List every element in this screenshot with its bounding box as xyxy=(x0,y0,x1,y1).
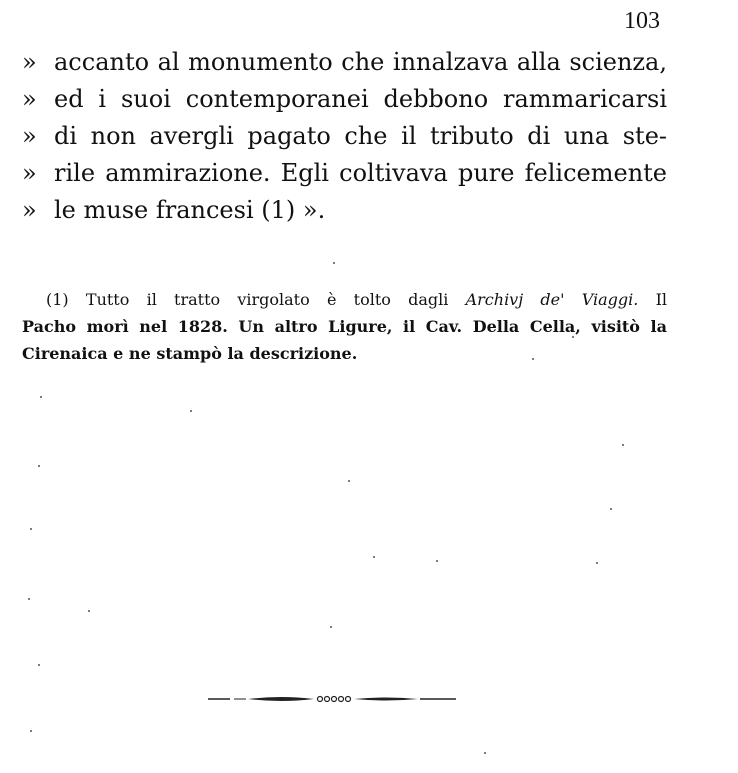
paper-speck xyxy=(596,562,598,564)
footnote-marker: (1) xyxy=(46,290,69,309)
footnote xyxy=(22,286,667,367)
paper-speck xyxy=(28,598,30,600)
footnote-line xyxy=(22,286,667,313)
paper-speck xyxy=(190,410,192,412)
quote-mark: » xyxy=(22,85,37,113)
line-text: le muse francesi (1) ». xyxy=(54,196,326,224)
page-number: 103 xyxy=(624,8,660,34)
text-line xyxy=(22,118,667,155)
main-text xyxy=(22,44,667,229)
footnote-line: Pacho morì nel 1828. Un altro Ligure, il Cav. Della Cella, visitò la xyxy=(22,317,667,336)
paper-speck xyxy=(30,730,32,732)
text-line xyxy=(22,81,667,118)
paper-speck xyxy=(348,480,350,482)
paper-speck xyxy=(88,610,90,612)
paper-speck xyxy=(40,396,42,398)
paper-speck xyxy=(333,262,335,264)
paper-speck xyxy=(330,626,332,628)
line-text: rile ammirazione. Egli coltivava pure felicemente xyxy=(54,159,667,187)
text-line xyxy=(22,155,667,192)
paper-speck xyxy=(436,560,438,562)
line-text: ed i suoi contemporanei debbono rammaricarsi xyxy=(54,85,667,113)
paper-speck xyxy=(30,528,32,530)
footnote-italic-text: Archivj de' Viaggi. xyxy=(465,290,639,309)
text-line xyxy=(22,44,667,81)
footnote-text: Il xyxy=(655,290,667,309)
quote-mark: » xyxy=(22,48,37,76)
paper-speck xyxy=(38,465,40,467)
paper-speck xyxy=(572,336,574,338)
line-text: accanto al monumento che innalzava alla scienza, xyxy=(54,48,667,76)
fleuron-ornament xyxy=(206,694,458,704)
paper-speck xyxy=(373,556,375,558)
paper-speck xyxy=(484,752,486,754)
quote-mark: » xyxy=(22,122,37,150)
paper-speck xyxy=(38,664,40,666)
quote-mark: » xyxy=(22,159,37,187)
quote-mark: » xyxy=(22,196,37,224)
footnote-text: Tutto il tratto virgolato è tolto dagli xyxy=(85,290,449,309)
footnote-line: Cirenaica e ne stampò la descrizione. xyxy=(22,344,358,363)
paper-speck xyxy=(532,358,534,360)
paper-speck xyxy=(610,508,612,510)
paper-speck xyxy=(622,444,624,446)
line-text: di non avergli pagato che il tributo di una ste- xyxy=(54,122,667,150)
text-line xyxy=(22,192,667,229)
